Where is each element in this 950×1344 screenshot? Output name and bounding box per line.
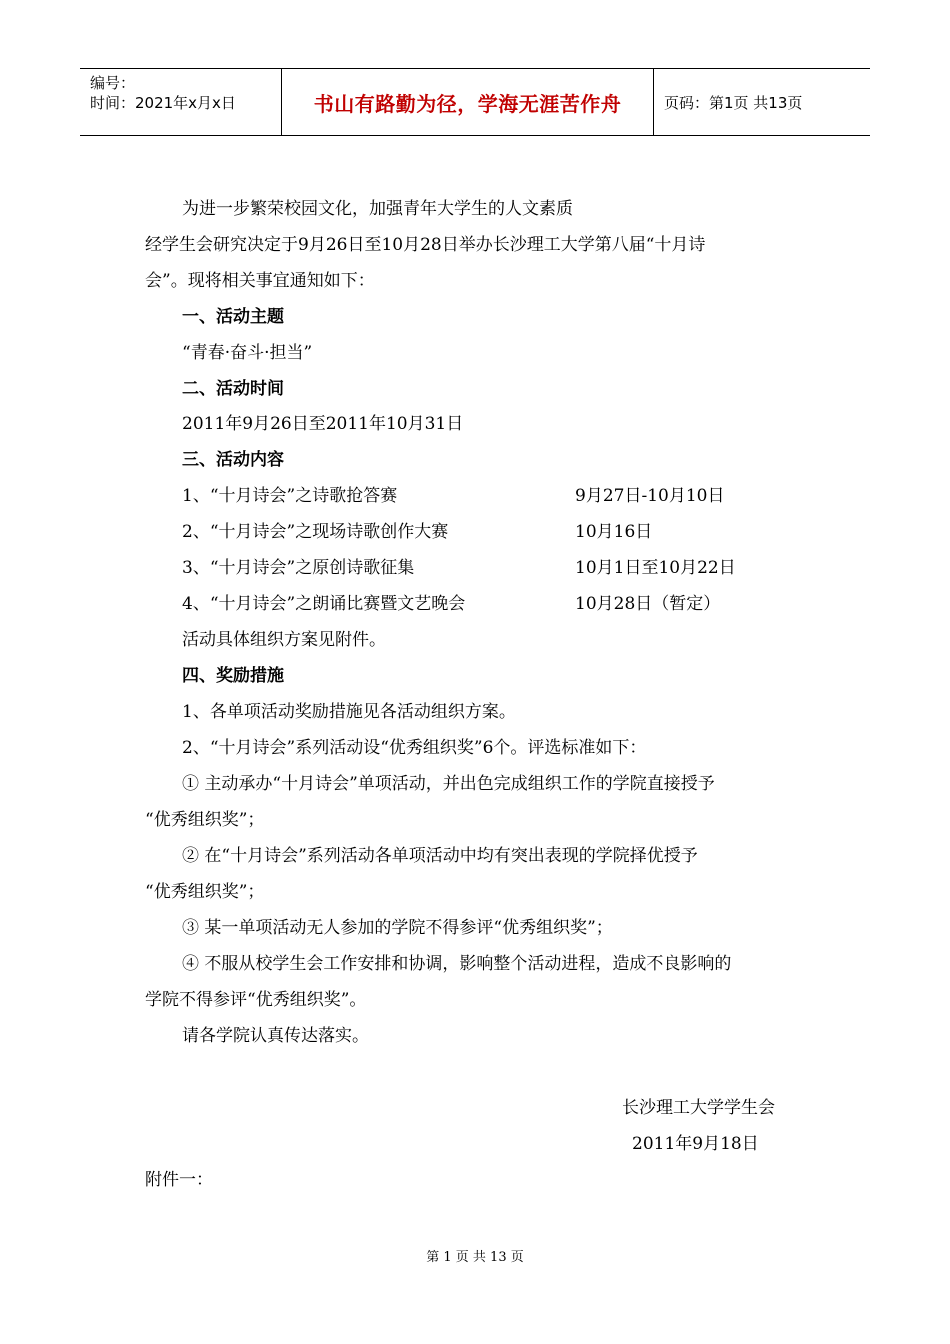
header-page-info: 页码：第1页 共13页 [664,93,803,112]
intro-line-1: 为进一步繁荣校园文化，加强青年大学生的人文素质 [182,199,573,219]
activity-name-2: 2、“十月诗会”之现场诗歌创作大赛 [182,522,449,542]
activity-name-1: 1、“十月诗会”之诗歌抢答赛 [182,486,398,506]
header-motto: 书山有路勤为径，学海无涯苦作舟 [282,69,654,135]
criterion-1a: ① 主动承办“十月诗会”单项活动，并出色完成组织工作的学院直接授予 [182,774,715,794]
activity-date-1: 9月27日-10月10日 [575,486,725,506]
signature-org: 长沙理工大学学生会 [622,1098,775,1118]
section-content-title: 三、活动内容 [182,450,284,470]
criterion-2b: “优秀组织奖”； [145,882,265,902]
criterion-2a: ② 在“十月诗会”系列活动各单项活动中均有突出表现的学院择优授予 [182,846,698,866]
reward-line-2: 2、“十月诗会”系列活动设“优秀组织奖”6个。评选标准如下： [182,738,647,758]
criterion-4b: 学院不得参评“优秀组织奖”。 [145,990,367,1010]
content-note: 活动具体组织方案见附件。 [182,630,386,650]
page-footer: 第 1 页 共 13 页 [426,1250,524,1265]
intro-line-3: 会”。现将相关事宜通知如下： [145,271,375,291]
signature-date: 2011年9月18日 [632,1134,759,1154]
activity-date-2: 10月16日 [575,522,653,542]
closing-line: 请各学院认真传达落实。 [182,1026,369,1046]
activity-name-3: 3、“十月诗会”之原创诗歌征集 [182,558,415,578]
attachment-label: 附件一： [145,1170,213,1190]
section-time-title: 二、活动时间 [182,379,284,399]
criterion-4a: ④ 不服从校学生会工作安排和协调，影响整个活动进程，造成不良影响的 [182,954,732,974]
time-label: 时间：2021年x月x日 [90,94,236,112]
criterion-1b: “优秀组织奖”； [145,810,265,830]
section-reward-title: 四、奖励措施 [182,666,284,686]
activity-date-3: 10月1日至10月22日 [575,558,736,578]
criterion-3: ③ 某一单项活动无人参加的学院不得参评“优秀组织奖”； [182,918,613,938]
number-label: 编号： [90,74,136,92]
intro-line-2: 经学生会研究决定于9月26日至10月28日举办长沙理工大学第八届“十月诗 [145,235,706,255]
section-time-text: 2011年9月26日至2011年10月31日 [182,414,464,434]
activity-name-4: 4、“十月诗会”之朗诵比赛暨文艺晚会 [182,594,466,614]
header-meta [80,69,282,135]
section-theme-text: “青春·奋斗·担当” [182,343,313,363]
activity-date-4: 10月28日（暂定） [575,594,721,614]
reward-line-1: 1、各单项活动奖励措施见各活动组织方案。 [182,702,516,722]
document-header [80,68,870,136]
section-theme-title: 一、活动主题 [182,307,284,327]
